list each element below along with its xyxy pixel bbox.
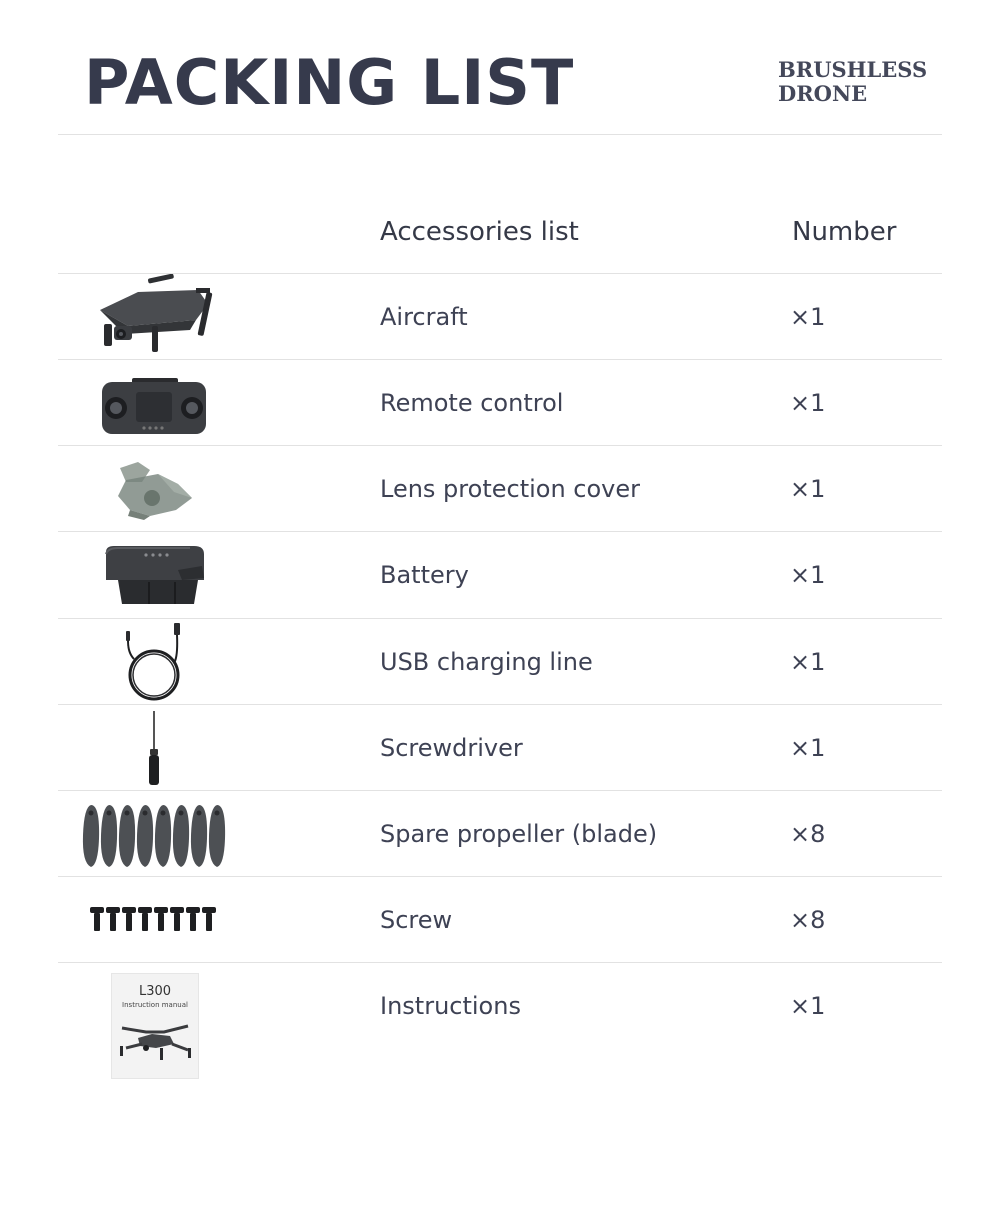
propeller-icon [78, 791, 278, 877]
header-divider [58, 134, 942, 135]
column-header-accessories: Accessories list [380, 217, 579, 247]
table-row [58, 963, 942, 1083]
item-name: Instructions [380, 992, 521, 1020]
item-name: Aircraft [380, 303, 468, 331]
page-title: PACKING LIST [84, 46, 575, 119]
screwdriver-icon [78, 705, 278, 791]
subtitle-line-2: DRONE [778, 81, 868, 106]
table-row [58, 877, 942, 963]
manual-icon [78, 963, 278, 1083]
table-row [58, 274, 942, 360]
item-quantity: ×1 [790, 389, 826, 417]
item-quantity: ×1 [790, 648, 826, 676]
column-header-number: Number [792, 217, 897, 247]
remote-control-icon [78, 360, 278, 446]
item-quantity: ×1 [790, 303, 826, 331]
item-quantity: ×8 [790, 906, 826, 934]
item-quantity: ×8 [790, 820, 826, 848]
subtitle-line-1: BRUSHLESS [778, 57, 928, 82]
item-name: Remote control [380, 389, 564, 417]
table-row [58, 791, 942, 877]
item-quantity: ×1 [790, 561, 826, 589]
table-row [58, 360, 942, 446]
lens-cover-icon [78, 446, 278, 532]
screw-icon [78, 877, 278, 963]
manual-cover [111, 973, 199, 1079]
item-quantity: ×1 [790, 475, 826, 503]
manual-caption: Instruction manual [122, 1001, 188, 1009]
manual-drone-icon [116, 1018, 194, 1066]
item-name: Spare propeller (blade) [380, 820, 658, 848]
drone-icon [78, 274, 278, 360]
item-quantity: ×1 [790, 992, 826, 1020]
product-subtitle [778, 58, 938, 106]
manual-model: L300 [138, 984, 172, 999]
battery-icon [78, 532, 278, 618]
item-name: Screwdriver [380, 734, 523, 762]
table-row [58, 532, 942, 618]
table-row [58, 619, 942, 705]
item-name: Battery [380, 561, 469, 589]
table-row [58, 446, 942, 532]
item-name: Screw [380, 906, 453, 934]
item-name: Lens protection cover [380, 475, 641, 503]
table-row [58, 705, 942, 791]
item-quantity: ×1 [790, 734, 826, 762]
item-name: USB charging line [380, 648, 593, 676]
usb-cable-icon [78, 619, 278, 705]
